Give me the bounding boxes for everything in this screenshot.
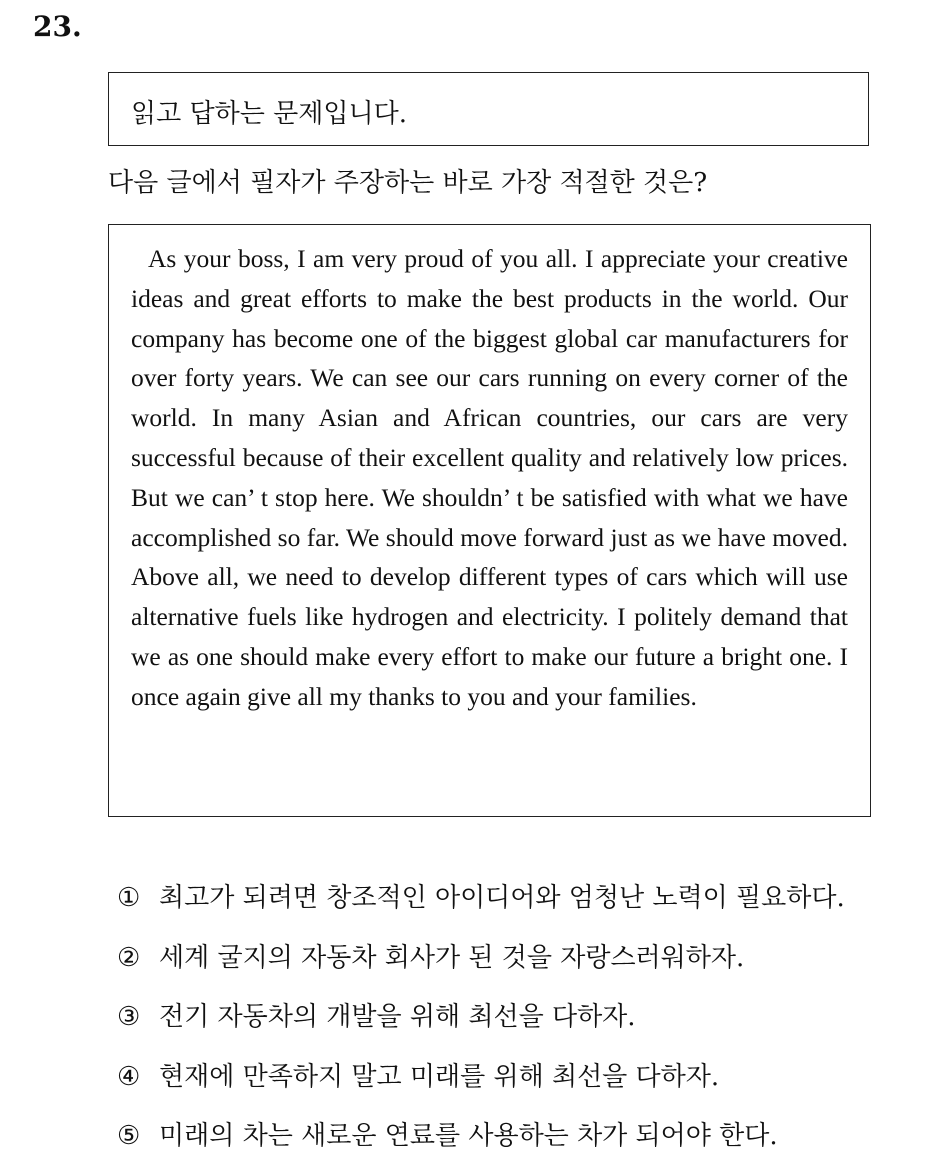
choice-marker: ⑤ <box>117 1121 141 1151</box>
passage-box <box>108 224 871 817</box>
choice-text: 세계 굴지의 자동차 회사가 된 것을 자랑스러워하자. <box>159 942 745 973</box>
choice-text: 현재에 만족하지 말고 미래를 위해 최선을 다하자. <box>159 1061 720 1092</box>
answer-choice-5[interactable] <box>117 1116 845 1176</box>
choice-marker: ① <box>117 883 141 913</box>
answer-choice-4[interactable] <box>117 1057 845 1117</box>
answer-choice-3[interactable] <box>117 997 845 1057</box>
answer-choices <box>117 878 845 1176</box>
question-prompt: 다음 글에서 필자가 주장하는 바로 가장 적절한 것은? <box>108 168 708 198</box>
choice-text: 최고가 되려면 창조적인 아이디어와 엄청난 노력이 필요하다. <box>159 883 845 913</box>
passage-text: As your boss, I am very proud of you all. I appreciate your creative ideas and great efforts to make the best products in the world. Our company has become one of the biggest global car manufacturers for over forty years. We can see our cars running on every corner of the world. In many Asian and African countries, our cars are very successful because of their excellent quality and relatively low prices. But we can’ t stop here. We shouldn’ t be satisfied with what we have accomplished so far. We should move forward just as we have moved. Above all, we need to develop different types of cars which will use alternative fuels like hydrogen and electricity. I politely demand that we as one should make every effort to make our future a bright one. I once again give all my thanks to you and your families. <box>131 244 848 711</box>
instruction-box <box>108 72 869 146</box>
choice-marker: ③ <box>117 1002 141 1032</box>
choice-text: 미래의 차는 새로운 연료를 사용하는 차가 되어야 한다. <box>159 1121 778 1151</box>
question-number: 23. <box>33 10 82 43</box>
choice-text: 전기 자동차의 개발을 위해 최선을 다하자. <box>159 1002 636 1032</box>
answer-choice-2[interactable] <box>117 938 845 998</box>
instruction-text: 읽고 답하는 문제입니다. <box>131 99 407 129</box>
choice-marker: ② <box>117 942 141 973</box>
choice-marker: ④ <box>117 1061 141 1092</box>
answer-choice-1[interactable] <box>117 878 845 938</box>
